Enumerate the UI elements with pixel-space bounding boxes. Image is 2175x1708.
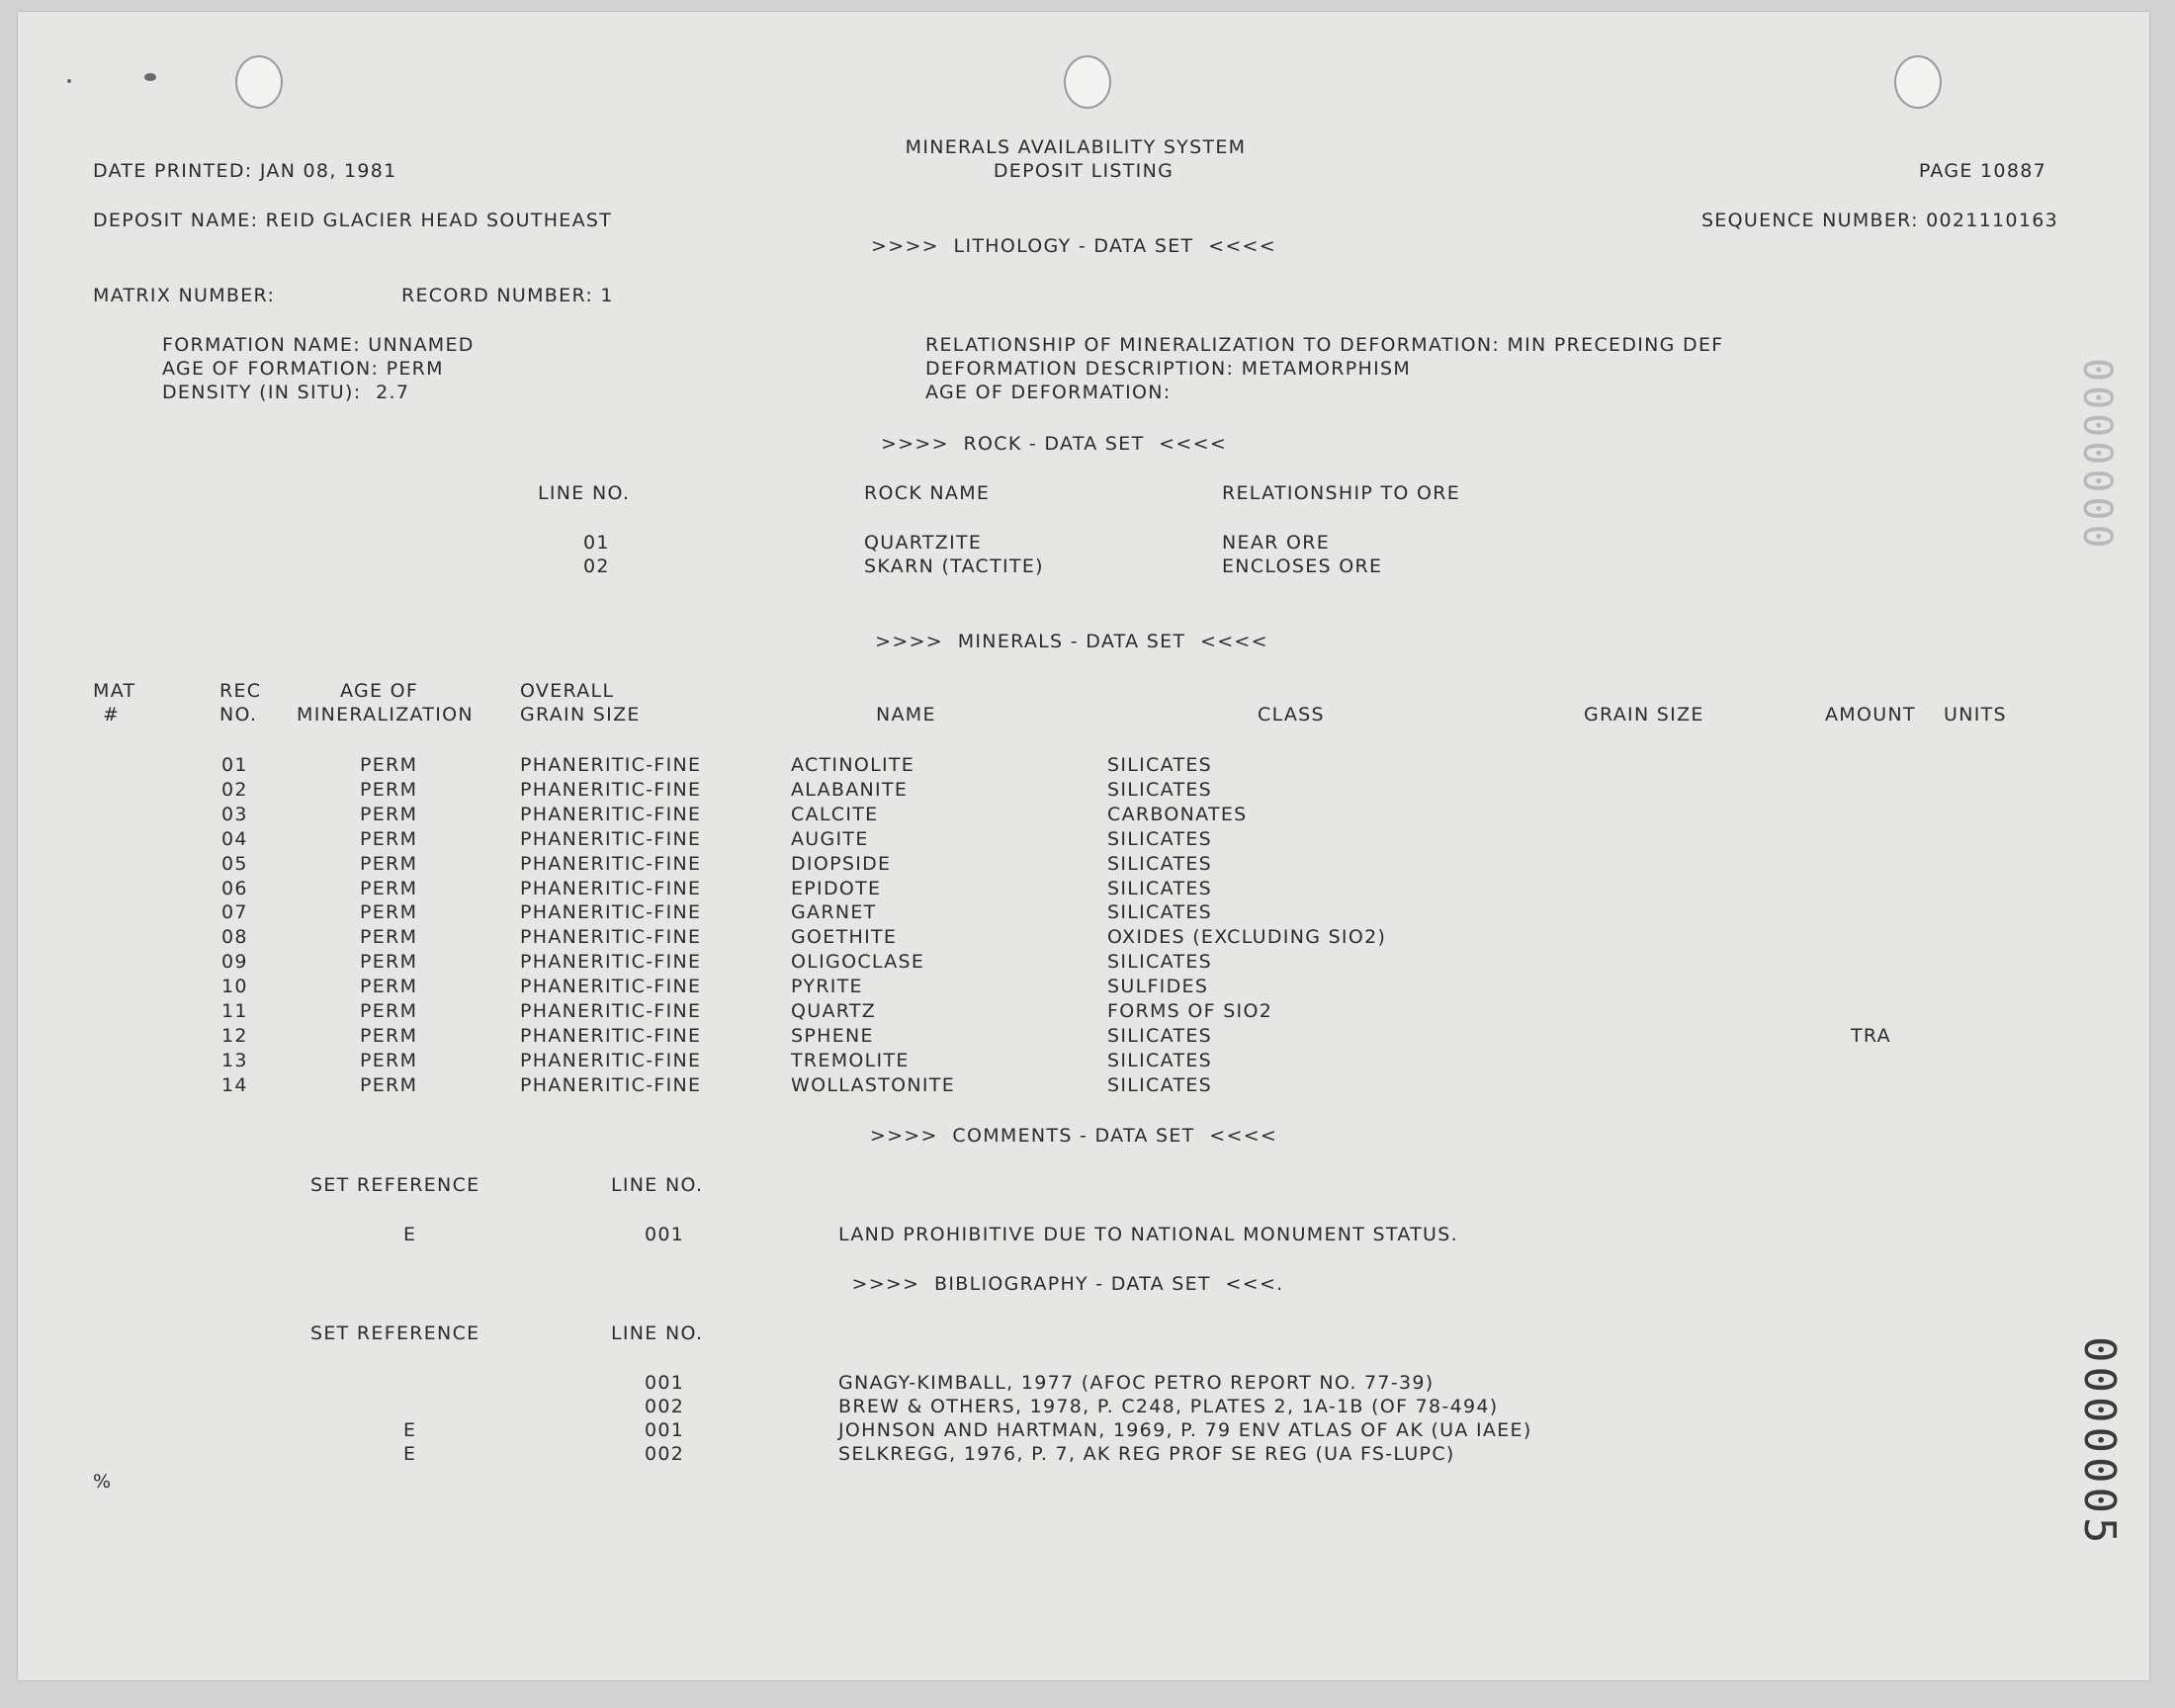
bibliography-line-no: 001 [645, 1419, 685, 1441]
rock-header-relationship: RELATIONSHIP TO ORE [1222, 482, 1461, 504]
date-printed: DATE PRINTED: JAN 08, 1981 [93, 160, 397, 182]
mineral-age: PERM [360, 1073, 418, 1096]
minerals-header-name: NAME [876, 704, 936, 726]
rock-name: SKARN (TACTITE) [864, 555, 1044, 577]
bibliography-text: JOHNSON AND HARTMAN, 1969, P. 79 ENV ATLAS OF AK (UA IAEE) [838, 1419, 1532, 1441]
rock-header-rock-name: ROCK NAME [864, 482, 991, 504]
mineral-overall-grain-size: PHANERITIC-FINE [520, 778, 702, 801]
mineral-overall-grain-size: PHANERITIC-FINE [520, 951, 702, 974]
mineral-class: SILICATES [1107, 827, 1213, 850]
matrix-number: MATRIX NUMBER: [93, 285, 276, 306]
mineral-overall-grain-size: PHANERITIC-FINE [520, 803, 702, 825]
minerals-header-mat: MAT [93, 680, 136, 702]
comments-header-line-no: LINE NO. [611, 1174, 704, 1196]
bibliography-line-no: 001 [645, 1372, 685, 1394]
mineral-rec-no: 01 [221, 754, 248, 776]
mineral-class: SILICATES [1107, 778, 1213, 801]
minerals-header-units: UNITS [1944, 704, 2007, 726]
system-title: MINERALS AVAILABILITY SYSTEM [905, 136, 1247, 158]
bibliography-line-no: 002 [645, 1396, 685, 1417]
mineral-name: SPHENE [791, 1024, 874, 1047]
minerals-header-rec-no: NO. [219, 704, 258, 726]
mineral-overall-grain-size: PHANERITIC-FINE [520, 1073, 702, 1096]
mineral-overall-grain-size: PHANERITIC-FINE [520, 926, 702, 949]
minerals-header-rec: REC [219, 680, 262, 702]
mineral-rec-no: 07 [221, 901, 248, 924]
mineral-age: PERM [360, 1024, 418, 1047]
sequence-stamp: 0000005 [2074, 1336, 2125, 1548]
rock-banner: >>>> ROCK - DATA SET <<<< [880, 433, 1228, 455]
bibliography-set-reference: E [403, 1443, 417, 1465]
mineral-rec-no: 13 [221, 1049, 248, 1071]
rock-line-no: 01 [583, 532, 610, 554]
listing-page [18, 12, 2149, 1680]
mineral-class: SILICATES [1107, 901, 1213, 924]
mineral-rec-no: 11 [221, 1000, 248, 1022]
bibliography-text: SELKREGG, 1976, P. 7, AK REG PROF SE REG (UA FS-LUPC) [838, 1443, 1455, 1465]
mineral-rec-no: 02 [221, 778, 248, 801]
bibliography-text: GNAGY-KIMBALL, 1977 (AFOC PETRO REPORT NO. 77-39) [838, 1372, 1435, 1394]
rock-relationship: ENCLOSES ORE [1222, 555, 1383, 577]
comments-header-set-reference: SET REFERENCE [310, 1174, 480, 1196]
mineral-age: PERM [360, 976, 418, 998]
bibliography-line-no: 002 [645, 1443, 685, 1465]
mineral-overall-grain-size: PHANERITIC-FINE [520, 877, 702, 899]
mineral-age: PERM [360, 852, 418, 875]
mineral-overall-grain-size: PHANERITIC-FINE [520, 852, 702, 875]
listing-title: DEPOSIT LISTING [993, 160, 1174, 182]
mineral-class: SILICATES [1107, 951, 1213, 974]
faint-sequence-stamp: 0000000 [2074, 358, 2120, 553]
mineral-name: GOETHITE [791, 926, 898, 949]
minerals-banner: >>>> MINERALS - DATA SET <<<< [875, 631, 1268, 652]
mineral-name: ACTINOLITE [791, 754, 915, 776]
mineral-overall-grain-size: PHANERITIC-FINE [520, 1049, 702, 1071]
mineral-rec-no: 06 [221, 877, 248, 899]
mineral-class: SILICATES [1107, 1049, 1213, 1071]
mineral-overall-grain-size: PHANERITIC-FINE [520, 754, 702, 776]
mineral-name: TREMOLITE [791, 1049, 910, 1071]
mineral-rec-no: 03 [221, 803, 248, 825]
rock-header-line-no: LINE NO. [538, 482, 631, 504]
mineral-age: PERM [360, 754, 418, 776]
scan-speck [144, 73, 156, 81]
mineral-age: PERM [360, 901, 418, 924]
mineral-age: PERM [360, 1000, 418, 1022]
mineral-rec-no: 10 [221, 976, 248, 998]
mineral-class: SILICATES [1107, 852, 1213, 875]
age-of-formation: AGE OF FORMATION: PERM [162, 358, 444, 380]
mineral-rec-no: 05 [221, 852, 248, 875]
mineral-name: WOLLASTONITE [791, 1073, 955, 1096]
mineral-name: DIOPSIDE [791, 852, 892, 875]
mineral-overall-grain-size: PHANERITIC-FINE [520, 901, 702, 924]
mineral-name: QUARTZ [791, 1000, 877, 1022]
mineral-name: EPIDOTE [791, 877, 882, 899]
mineral-class: FORMS OF SIO2 [1107, 1000, 1273, 1022]
mineral-name: PYRITE [791, 976, 863, 998]
comment-set-reference: E [403, 1224, 417, 1245]
mineral-age: PERM [360, 778, 418, 801]
mineral-age: PERM [360, 877, 418, 899]
rock-name: QUARTZITE [864, 532, 983, 554]
punch-hole [235, 55, 283, 109]
mineral-rec-no: 12 [221, 1024, 248, 1047]
comment-text: LAND PROHIBITIVE DUE TO NATIONAL MONUMENT STATUS. [838, 1224, 1458, 1245]
mineral-class: OXIDES (EXCLUDING SIO2) [1107, 926, 1387, 949]
mineral-rec-no: 08 [221, 926, 248, 949]
mineral-age: PERM [360, 827, 418, 850]
bibliography-banner: >>>> BIBLIOGRAPHY - DATA SET <<<. [851, 1273, 1284, 1295]
minerals-header-grain-size: GRAIN SIZE [1584, 704, 1704, 726]
sequence-number: SEQUENCE NUMBER: 0021110163 [1700, 210, 2058, 231]
mineral-overall-grain-size: PHANERITIC-FINE [520, 1024, 702, 1047]
mineral-overall-grain-size: PHANERITIC-FINE [520, 976, 702, 998]
mineral-class: CARBONATES [1107, 803, 1248, 825]
mineral-age: PERM [360, 926, 418, 949]
mineral-name: AUGITE [791, 827, 869, 850]
age-of-deformation: AGE OF DEFORMATION: [925, 382, 1172, 403]
bibliography-header-line-no: LINE NO. [611, 1323, 704, 1344]
minerals-header-mineralization: MINERALIZATION [297, 704, 474, 726]
record-number: RECORD NUMBER: 1 [401, 285, 614, 306]
mineral-overall-grain-size: PHANERITIC-FINE [520, 1000, 702, 1022]
mineral-name: OLIGOCLASE [791, 951, 925, 974]
mineral-class: SILICATES [1107, 1024, 1213, 1047]
mineral-rec-no: 04 [221, 827, 248, 850]
page-number: PAGE 10887 [1918, 160, 2046, 182]
relationship-to-deformation: RELATIONSHIP OF MINERALIZATION TO DEFORMATION: MIN PRECEDING DEF [925, 334, 1724, 356]
punch-hole [1064, 55, 1111, 109]
minerals-header-overall: OVERALL [520, 680, 615, 702]
minerals-header-age-of: AGE OF [340, 680, 419, 702]
formation-name: FORMATION NAME: UNNAMED [162, 334, 475, 356]
bibliography-text: BREW & OTHERS, 1978, P. C248, PLATES 2, 1A-1B (OF 78-494) [838, 1396, 1499, 1417]
rock-line-no: 02 [583, 555, 610, 577]
mineral-class: SILICATES [1107, 877, 1213, 899]
mineral-rec-no: 09 [221, 951, 248, 974]
mineral-name: CALCITE [791, 803, 879, 825]
punch-hole [1894, 55, 1942, 109]
comment-line-no: 001 [645, 1224, 685, 1245]
comments-banner: >>>> COMMENTS - DATA SET <<<< [869, 1125, 1278, 1147]
minerals-header-mat-hash: # [103, 704, 121, 726]
lithology-banner: >>>> LITHOLOGY - DATA SET <<<< [871, 235, 1276, 257]
scan-speck [67, 79, 71, 83]
mineral-age: PERM [360, 1049, 418, 1071]
end-marker: % [93, 1471, 113, 1493]
mineral-age: PERM [360, 803, 418, 825]
bibliography-set-reference: E [403, 1419, 417, 1441]
deposit-name: DEPOSIT NAME: REID GLACIER HEAD SOUTHEAST [93, 210, 613, 231]
bibliography-header-set-reference: SET REFERENCE [310, 1323, 480, 1344]
mineral-name: GARNET [791, 901, 877, 924]
rock-relationship: NEAR ORE [1222, 532, 1331, 554]
minerals-header-class: CLASS [1258, 704, 1325, 726]
mineral-class: SILICATES [1107, 1073, 1213, 1096]
mineral-class: SULFIDES [1107, 976, 1209, 998]
minerals-header-overall-grain-size: GRAIN SIZE [520, 704, 641, 726]
minerals-header-amount: AMOUNT [1825, 704, 1916, 726]
mineral-name: ALABANITE [791, 778, 909, 801]
mineral-class: SILICATES [1107, 754, 1213, 776]
mineral-overall-grain-size: PHANERITIC-FINE [520, 827, 702, 850]
density: DENSITY (IN SITU): 2.7 [162, 382, 410, 403]
mineral-rec-no: 14 [221, 1073, 248, 1096]
mineral-age: PERM [360, 951, 418, 974]
deformation-description: DEFORMATION DESCRIPTION: METAMORPHISM [925, 358, 1412, 380]
mineral-amount: TRA [1851, 1024, 1891, 1047]
